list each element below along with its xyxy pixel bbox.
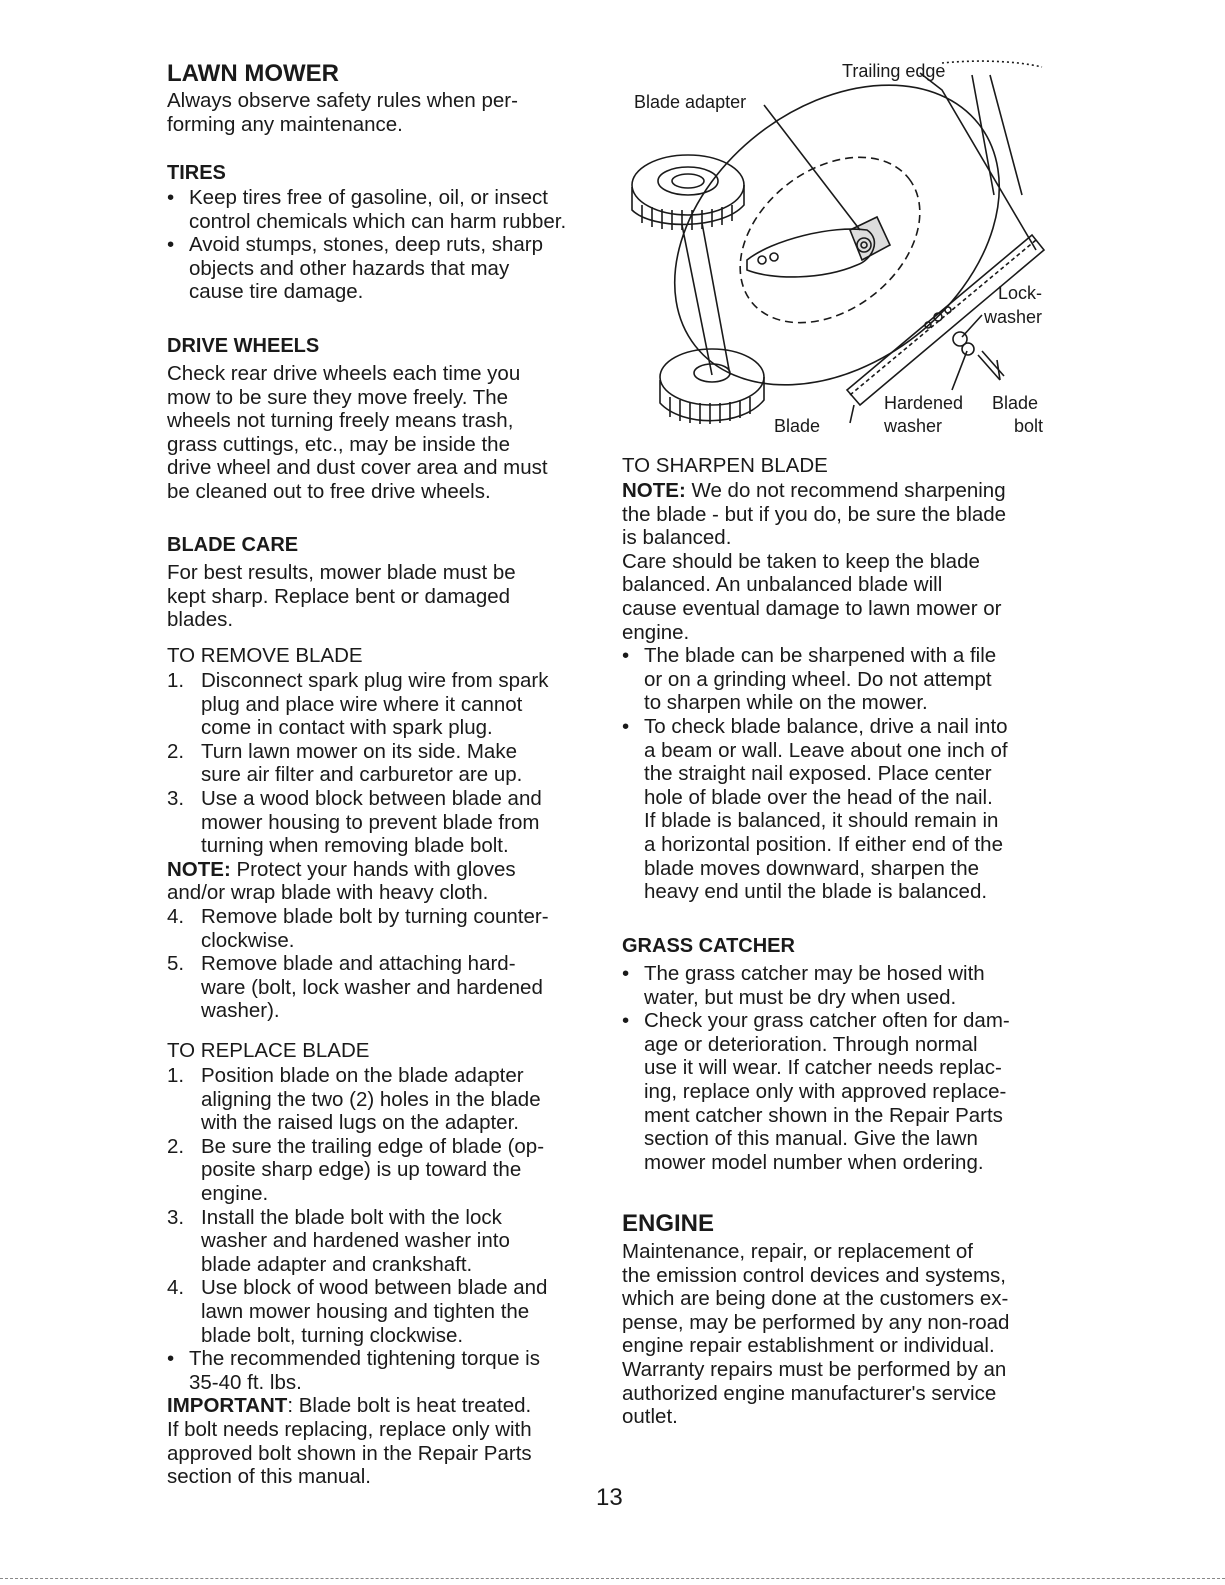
note-block <box>167 858 597 905</box>
text-line: Use a wood block between blade and <box>201 786 542 810</box>
text-line: cause tire damage. <box>189 280 364 304</box>
text-line: blade moves downward, sharpen the <box>644 856 980 880</box>
note-label: NOTE: <box>167 857 231 881</box>
text-line: Use block of wood between blade and <box>201 1276 548 1300</box>
text-line: pense, may be performed by any non-road <box>622 1310 1010 1334</box>
text-line: or on a grinding wheel. Do not attempt <box>644 667 992 691</box>
replace-blade-steps <box>167 1064 597 1489</box>
bullet: • <box>622 644 630 668</box>
text-line: blade adapter and crankshaft. <box>201 1252 473 1276</box>
text-line: Care should be taken to keep the blade <box>622 549 980 573</box>
text-line: wheels not turning freely means trash, <box>167 409 514 433</box>
important-label: IMPORTANT <box>167 1394 288 1418</box>
text-line: authorized engine manufacturer's service <box>622 1381 997 1405</box>
handle-rod <box>972 75 1022 195</box>
remove-blade-steps <box>167 669 597 1023</box>
bullet: • <box>167 233 175 257</box>
rear-wheel <box>660 349 764 424</box>
important-block <box>167 1394 597 1488</box>
blade-adapter <box>747 217 890 277</box>
list-item <box>167 740 597 787</box>
grass-catcher-heading: GRASS CATCHER <box>622 935 795 957</box>
leader-blade <box>850 405 854 423</box>
text-line: If bolt needs replacing, replace only with <box>167 1417 532 1441</box>
engine-body <box>622 1240 1009 1429</box>
text-line: grass cuttings, etc., may be inside the <box>167 432 510 456</box>
grass-catcher-list <box>622 962 1052 1174</box>
label-trailing-edge: Trailing edge <box>842 61 946 81</box>
step-number: 2. <box>167 1134 185 1158</box>
label-blade-adapter: Blade adapter <box>634 92 747 112</box>
text-line: ware (bolt, lock washer and hardened <box>201 975 543 999</box>
lawn-mower-heading: LAWN MOWER <box>167 60 339 87</box>
remove-blade-heading: TO REMOVE BLADE <box>167 644 363 667</box>
text-line: Always observe safety rules when per- <box>167 89 518 112</box>
list-item <box>622 962 1052 1009</box>
text-line: a beam or wall. Leave about one inch of <box>644 738 1008 762</box>
text-line: approved bolt shown in the Repair Parts <box>167 1441 532 1465</box>
text-line: For best results, mower blade must be <box>167 561 516 584</box>
blade-assembly-diagram <box>622 55 1052 450</box>
text-line: clockwise. <box>201 928 295 952</box>
text-line: mow to be sure they move freely. The <box>167 385 509 409</box>
text-line: We do not recommend sharpening <box>685 479 1006 502</box>
list-item <box>167 1064 597 1135</box>
text-line: which are being done at the customers ex- <box>622 1287 1009 1311</box>
text-line: Remove blade bolt by turning counter- <box>201 904 549 928</box>
handle-top <box>942 61 1042 67</box>
list-item <box>167 1135 597 1206</box>
text-line: water, but must be dry when used. <box>644 985 957 1009</box>
text-line: the blade - but if you do, be sure the blade <box>622 502 1007 526</box>
text-line: to sharpen while on the mower. <box>644 691 928 715</box>
text-line: turning when removing blade bolt. <box>201 834 509 858</box>
text-line: hole of blade over the head of the nail. <box>644 785 993 809</box>
text-line: mower model number when ordering. <box>644 1150 984 1174</box>
label-blade-bolt-1: Blade <box>992 393 1039 413</box>
text-line: forming any maintenance. <box>167 112 403 136</box>
text-line: The blade can be sharpened with a file <box>644 644 997 668</box>
drive-wheels-heading: DRIVE WHEELS <box>167 335 320 357</box>
bullet: • <box>622 962 630 985</box>
step-number: 5. <box>167 952 185 976</box>
leader-blade-adapter <box>764 105 860 230</box>
deck-inner <box>708 123 952 356</box>
text-line: aligning the two (2) holes in the blade <box>201 1087 541 1111</box>
text-line: Avoid stumps, stones, deep ruts, sharp <box>189 233 544 257</box>
text-line: Turn lawn mower on its side. Make <box>201 739 517 763</box>
text-line: Warranty repairs must be performed by an <box>622 1357 1007 1381</box>
text-line: engine. <box>201 1181 269 1205</box>
text-line: mower housing to prevent blade from <box>201 810 540 834</box>
sharpen-body <box>622 479 1052 904</box>
leader-trailing-edge <box>920 73 1036 250</box>
text-line: washer). <box>201 999 280 1023</box>
bullet: • <box>167 1347 175 1371</box>
step-number: 1. <box>167 1064 185 1087</box>
front-wheel <box>632 155 744 230</box>
text-line: Check your grass catcher often for dam- <box>644 1009 1010 1033</box>
list-item <box>167 787 597 858</box>
text-line: Check rear drive wheels each time you <box>167 362 521 385</box>
list-item <box>167 1347 597 1394</box>
page-edge <box>0 1578 1225 1579</box>
text-line: engine repair establishment or individual. <box>622 1334 995 1358</box>
text-line: cause eventual damage to lawn mower or <box>622 596 1002 620</box>
text-line: kept sharp. Replace bent or damaged <box>167 584 511 608</box>
text-line: washer and hardened washer into <box>201 1229 510 1253</box>
blade-care-heading: BLADE CARE <box>167 534 299 556</box>
list-item <box>622 644 1052 715</box>
replace-blade-heading: TO REPLACE BLADE <box>167 1039 370 1062</box>
text-line: engine. <box>622 620 690 644</box>
step-number: 1. <box>167 669 185 692</box>
lawn-mower-body <box>167 89 518 136</box>
text-line: section of this manual. <box>167 1465 371 1489</box>
text-line: drive wheel and dust cover area and must <box>167 456 548 480</box>
text-line: use it will wear. If catcher needs replac- <box>644 1056 1002 1080</box>
text-line: with the raised lugs on the adapter. <box>201 1111 519 1135</box>
bullet: • <box>167 186 175 209</box>
text-line: age or deterioration. Through normal <box>644 1032 978 1056</box>
list-item <box>167 186 597 233</box>
text-line: balanced. An unbalanced blade will <box>622 573 943 597</box>
page-number: 13 <box>596 1484 623 1511</box>
text-line: Protect your hands with gloves <box>230 857 516 881</box>
text-line: section of this manual. Give the lawn <box>644 1127 978 1151</box>
label-blade-bolt-2: bolt <box>1014 416 1044 436</box>
text-line: Install the blade bolt with the lock <box>201 1205 502 1229</box>
step-number: 2. <box>167 739 185 763</box>
text-line: Be sure the trailing edge of blade (op- <box>201 1134 545 1158</box>
text-line: lawn mower housing and tighten the <box>201 1299 530 1323</box>
list-item <box>167 233 597 304</box>
list-item <box>167 1206 597 1277</box>
text-line: To check blade balance, drive a nail into <box>644 714 1008 738</box>
text-line: control chemicals which can harm rubber. <box>189 209 567 233</box>
text-line: heavy end until the blade is balanced. <box>644 880 988 904</box>
text-line: and/or wrap blade with heavy cloth. <box>167 881 489 905</box>
list-item <box>167 669 597 740</box>
step-number: 3. <box>167 786 185 810</box>
text-line: The recommended tightening torque is <box>189 1347 540 1371</box>
text-line: is balanced. <box>622 526 732 550</box>
text-line: Remove blade and attaching hard- <box>201 952 516 976</box>
text-line: blades. <box>167 608 234 632</box>
list-item <box>167 905 597 952</box>
text-line: Maintenance, repair, or replacement of <box>622 1240 973 1263</box>
step-number: 3. <box>167 1205 185 1229</box>
label-blade: Blade <box>774 416 821 436</box>
text-line: blade bolt, turning clockwise. <box>201 1323 464 1347</box>
drive-wheels-body <box>167 362 548 504</box>
text-line: The grass catcher may be hosed with <box>644 962 985 985</box>
leader-hardened-washer <box>952 351 967 390</box>
list-item <box>622 1009 1052 1174</box>
text-line: come in contact with spark plug. <box>201 716 493 740</box>
step-number: 4. <box>167 1276 185 1300</box>
text-line: sure air filter and carburetor are up. <box>201 763 523 787</box>
text-line: the emission control devices and systems, <box>622 1263 1006 1287</box>
blade-care-body <box>167 561 516 632</box>
list-item <box>167 1276 597 1347</box>
text-line: a horizontal position. If either end of the <box>644 832 1003 856</box>
text-line: ing, replace only with approved replace- <box>644 1079 1007 1103</box>
list-item <box>167 952 597 1023</box>
leader-lockwasher <box>962 315 982 337</box>
text-line: outlet. <box>622 1405 678 1429</box>
engine-heading: ENGINE <box>622 1210 715 1237</box>
bullet: • <box>622 714 630 738</box>
list-item <box>622 715 1052 904</box>
bullet: • <box>622 1009 630 1033</box>
text-line: If blade is balanced, it should remain in <box>644 809 999 833</box>
text-line: be cleaned out to free drive wheels. <box>167 479 491 503</box>
tires-heading: TIRES <box>167 162 226 184</box>
text-line: Position blade on the blade adapter <box>201 1064 524 1087</box>
text-line: Keep tires free of gasoline, oil, or insect <box>189 186 548 209</box>
label-washer: washer <box>984 307 1043 327</box>
label-hardened: Hardened <box>884 393 964 413</box>
sharpen-heading: TO SHARPEN BLADE <box>622 454 828 477</box>
text-line: objects and other hazards that may <box>189 256 510 280</box>
text-line: posite sharp edge) is up toward the <box>201 1158 522 1182</box>
step-number: 4. <box>167 904 185 928</box>
tires-list <box>167 186 597 304</box>
text-line: plug and place wire where it cannot <box>201 692 523 716</box>
text-line: ment catcher shown in the Repair Parts <box>644 1103 1003 1127</box>
hardened-washer <box>962 343 974 355</box>
label-lock: Lock- <box>998 283 1043 303</box>
text-line: : Blade bolt is heat treated. <box>287 1394 532 1418</box>
text-line: Disconnect spark plug wire from spark <box>201 669 549 692</box>
label-hardened-washer: washer <box>884 416 943 436</box>
note-label: NOTE: <box>622 479 686 502</box>
text-line: 35-40 ft. lbs. <box>189 1370 302 1394</box>
text-line: the straight nail exposed. Place center <box>644 762 992 786</box>
